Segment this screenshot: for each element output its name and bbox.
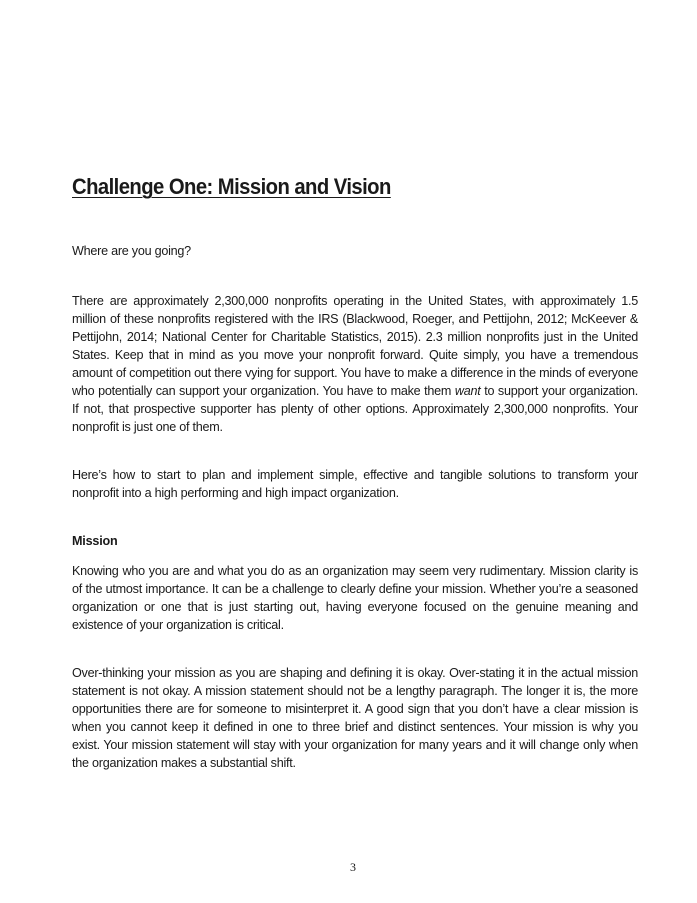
mission-paragraph-1: Knowing who you are and what you do as an organization may seem very rudimentary. Mission clarity is of the utmost importance. It can be a challenge to clearly define your mission. Whether you’re a seasoned organization or one that is just starting out, having everyone focused on the genuine meaning and existence of your organization is critical. — [72, 564, 638, 632]
intro-paragraph-text-end: to support your organization. If not, that prospective supporter has plenty of other options. Approximately 2,300,000 nonprofits. Your nonprofit is just one of them. — [72, 384, 638, 434]
chapter-question: Where are you going? — [72, 244, 191, 258]
chapter-title: Challenge One: Mission and Vision — [72, 174, 391, 199]
section-heading-mission: Mission — [72, 534, 118, 548]
intro-paragraph-text-start: There are approximately 2,300,000 nonprofits operating in the United States, with approximately 1.5 million of these nonprofits registered with the IRS (Blackwood, Roeger, and Pettijohn, 2012; McKeever & Pettijohn, 2014; National Center for Charitable Statistics, 2015). 2.3 million nonprofits just in the United States. Keep that in mind as you move your nonprofit forward. Quite simply, you have a tremendous amount of competition out there vying for support. You have to make a difference in the minds of everyone who potentially can support your organization. You have to make them — [72, 294, 638, 398]
solutions-paragraph: Here’s how to start to plan and implement simple, effective and tangible solutions to transform your nonprofit into a high performing and high impact organization. — [72, 468, 638, 500]
page-content — [72, 172, 638, 772]
intro-paragraph — [72, 292, 638, 436]
page-number: 3 — [350, 860, 356, 874]
emphasis-want: want — [454, 384, 481, 398]
mission-paragraph-2: Over-thinking your mission as you are shaping and defining it is okay. Over-stating it in the actual mission statement is not okay. A mission statement should not be a lengthy paragraph. The longer it is, the more opportunities there are for someone to misinterpret it. A good sign that you don’t have a clear mission is when you cannot keep it defined in one to three brief and distinct sentences. Your mission is why you exist. Your mission statement will stay with your organization for many years and it will change only when the organization makes a substantial shift. — [72, 666, 638, 770]
